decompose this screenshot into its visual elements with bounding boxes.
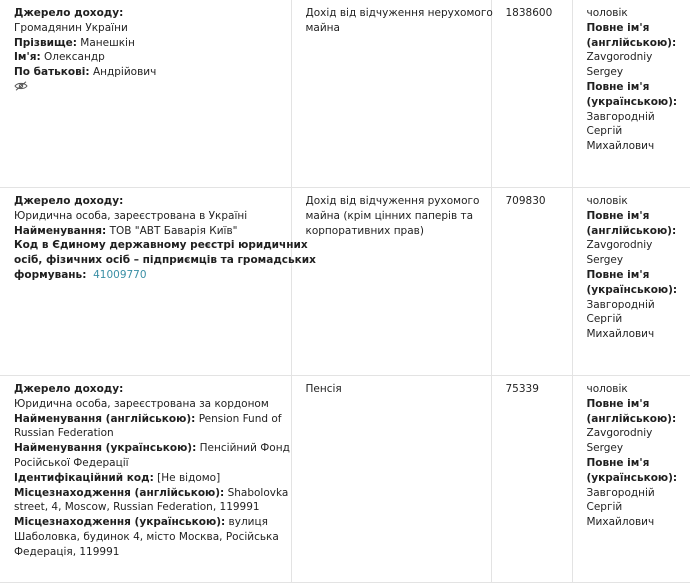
income-type-cell	[291, 376, 491, 583]
full-name-ua-value: Сергій	[587, 500, 690, 515]
source-type: Юридична особа, зареєстрована в Україні	[14, 209, 291, 224]
full-name-en-value: Zavgorodniy	[587, 50, 690, 65]
income-type-line: майна	[306, 21, 491, 36]
income-type-line: майна (крім цінних паперів та	[306, 209, 491, 224]
full-name-ua-value: Завгородній	[587, 298, 690, 313]
name-value: ТОВ "АВТ Баварія Київ"	[110, 225, 238, 237]
income-type-line: Дохід від відчуження рухомого	[306, 194, 491, 209]
full-name-ua-value: Михайлович	[587, 139, 690, 154]
name-en-value: Pension Fund of	[199, 413, 282, 425]
registry-code-link[interactable]: 41009770	[93, 269, 146, 281]
full-name-ua-label: Повне ім'я	[587, 269, 650, 281]
id-code-value: [Не відомо]	[157, 472, 220, 484]
first-name-label: Ім'я:	[14, 51, 41, 63]
location-ua-value: вулиця	[229, 516, 268, 528]
income-type-line: корпоративних прав)	[306, 224, 491, 239]
registry-code-label: Код в Єдиному державному реєстрі юридичних	[14, 239, 308, 251]
full-name-en-label: Повне ім'я	[587, 22, 650, 34]
registry-code-label: формувань:	[14, 269, 86, 281]
income-amount: 709830	[506, 194, 572, 209]
income-type-line: Пенсія	[306, 382, 491, 397]
income-type-cell	[291, 0, 491, 188]
recipient-relation: чоловік	[587, 382, 690, 397]
table-row	[0, 376, 690, 583]
amount-cell	[491, 376, 572, 583]
full-name-en-label: (англійською):	[587, 413, 677, 425]
income-type-cell	[291, 188, 491, 376]
full-name-ua-value: Сергій	[587, 312, 690, 327]
location-ua-value: Федерація, 119991	[14, 545, 291, 560]
full-name-en-value: Sergey	[587, 65, 690, 80]
full-name-en-label: Повне ім'я	[587, 398, 650, 410]
table-row	[0, 0, 690, 188]
patronymic-label: По батькові:	[14, 66, 90, 78]
recipient-cell	[572, 0, 690, 188]
location-ua-label: Місцезнаходження (українською):	[14, 516, 225, 528]
full-name-ua-value: Михайлович	[587, 515, 690, 530]
income-source-cell	[0, 188, 291, 376]
location-en-label: Місцезнаходження (англійською):	[14, 487, 224, 499]
name-ua-label: Найменування (українською):	[14, 442, 196, 454]
full-name-ua-value: Сергій	[587, 124, 690, 139]
source-type: Юридична особа, зареєстрована за кордоном	[14, 397, 291, 412]
name-label: Найменування:	[14, 225, 106, 237]
table-row	[0, 188, 690, 376]
full-name-ua-value: Михайлович	[587, 327, 690, 342]
registry-code-label: осіб, фізичних осіб – підприємців та громадських	[14, 254, 316, 266]
full-name-ua-label: Повне ім'я	[587, 457, 650, 469]
full-name-en-value: Sergey	[587, 441, 690, 456]
location-en-value: street, 4, Moscow, Russian Federation, 119991	[14, 500, 291, 515]
name-ua-value: Пенсійний Фонд	[200, 442, 290, 454]
full-name-ua-value: Завгородній	[587, 110, 690, 125]
full-name-en-label: Повне ім'я	[587, 210, 650, 222]
income-amount: 75339	[506, 382, 572, 397]
name-en-value: Russian Federation	[14, 426, 291, 441]
source-heading: Джерело доходу:	[14, 7, 123, 19]
surname-value: Манешкін	[80, 37, 135, 49]
amount-cell	[491, 188, 572, 376]
patronymic-value: Андрійович	[93, 66, 156, 78]
surname-label: Прізвище:	[14, 37, 77, 49]
full-name-ua-value: Завгородній	[587, 486, 690, 501]
full-name-en-label: (англійською):	[587, 225, 677, 237]
full-name-ua-label: (українською):	[587, 96, 678, 108]
income-source-cell	[0, 0, 291, 188]
full-name-ua-label: Повне ім'я	[587, 81, 650, 93]
recipient-relation: чоловік	[587, 6, 690, 21]
location-ua-value: Шаболовка, будинок 4, місто Москва, Російська	[14, 530, 291, 545]
source-heading: Джерело доходу:	[14, 195, 123, 207]
full-name-en-label: (англійською):	[587, 37, 677, 49]
recipient-cell	[572, 188, 690, 376]
income-source-cell	[0, 376, 291, 583]
full-name-en-value: Zavgorodniy	[587, 426, 690, 441]
id-code-label: Ідентифікаційний код:	[14, 472, 154, 484]
amount-cell	[491, 0, 572, 188]
full-name-en-value: Zavgorodniy	[587, 238, 690, 253]
source-heading: Джерело доходу:	[14, 383, 123, 395]
first-name-value: Олександр	[44, 51, 105, 63]
name-en-label: Найменування (англійською):	[14, 413, 195, 425]
recipient-relation: чоловік	[587, 194, 690, 209]
full-name-ua-label: (українською):	[587, 472, 678, 484]
eye-hidden-icon[interactable]	[14, 81, 28, 91]
source-type: Громадянин України	[14, 21, 291, 36]
location-en-value: Shabolovka	[228, 487, 289, 499]
recipient-cell	[572, 376, 690, 583]
income-amount: 1838600	[506, 6, 572, 21]
income-type-line: Дохід від відчуження нерухомого	[306, 6, 491, 21]
full-name-ua-label: (українською):	[587, 284, 678, 296]
full-name-en-value: Sergey	[587, 253, 690, 268]
name-ua-value: Російської Федерації	[14, 456, 291, 471]
